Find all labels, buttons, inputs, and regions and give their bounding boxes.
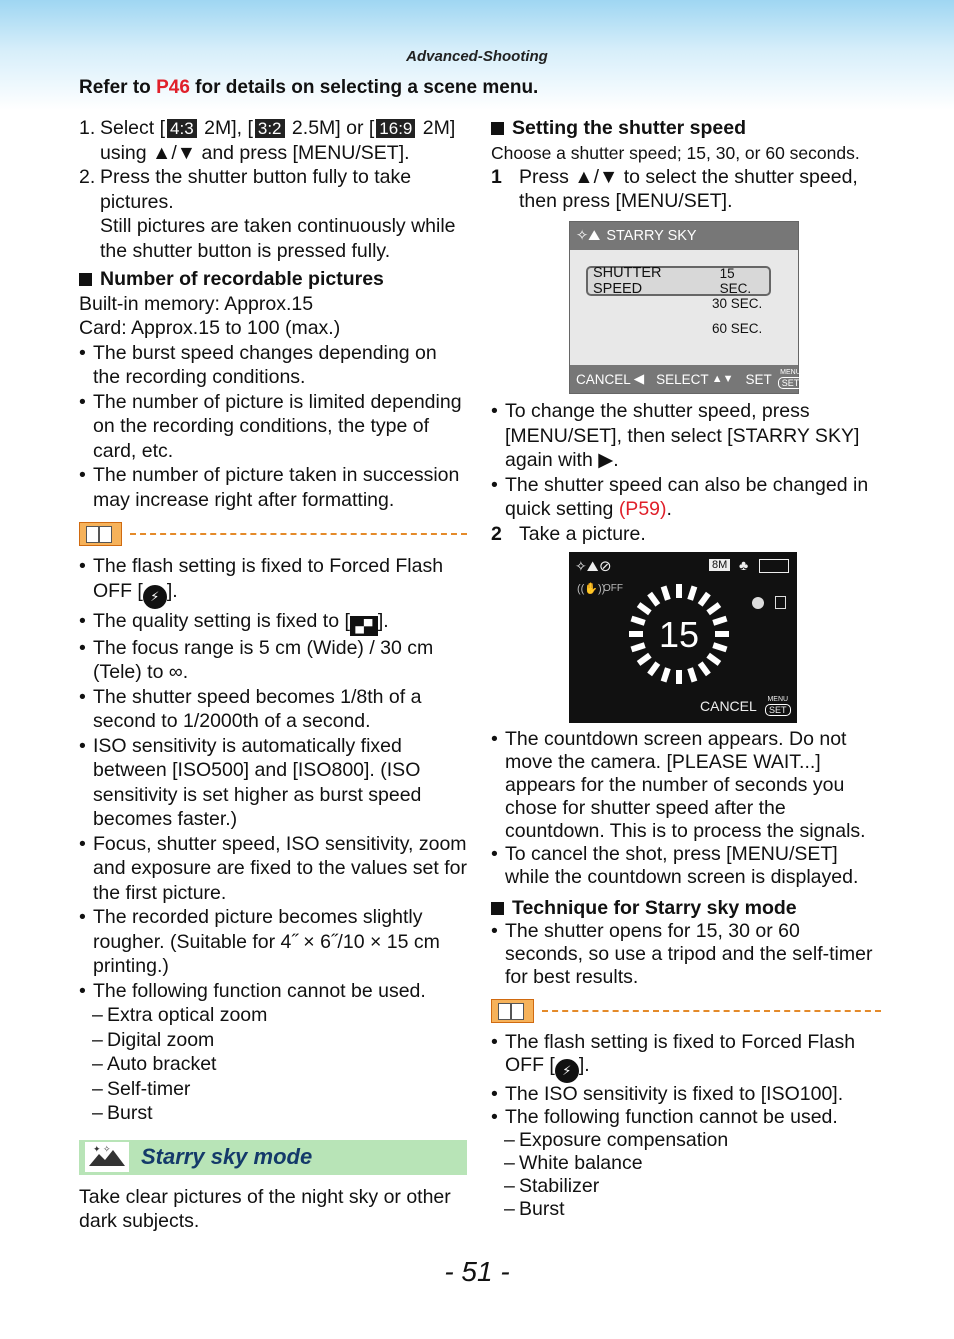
quality-text-end: ].	[377, 609, 389, 632]
countdown-tick	[647, 592, 660, 607]
countdown-tick	[661, 586, 671, 601]
list-item: • The following function cannot be used.	[79, 979, 467, 1004]
svg-text:✦ ✧: ✦ ✧	[93, 1144, 111, 1154]
mode-title-bar	[79, 1140, 467, 1175]
list-item-text: To change the shutter speed, press [MENU/SET], then select [STARRY SKY] again with ▶.	[505, 400, 860, 471]
note-book-icon	[491, 999, 534, 1023]
camera-menu-screen	[569, 221, 799, 394]
dash-item-text: White balance	[519, 1152, 643, 1174]
starry-sky-icon: ✧⛰	[576, 228, 601, 244]
dash-item: – Self-timer	[92, 1077, 191, 1100]
step-1	[491, 165, 881, 214]
flash-off-icon: ⚡	[555, 1059, 579, 1083]
right-column-lower	[491, 728, 881, 1221]
note-divider	[491, 997, 881, 1025]
list-item: • The quality setting is fixed to [ ▄▀ ].	[79, 609, 467, 636]
mode-description: Take clear pictures of the night sky or other dark subjects.	[79, 1185, 451, 1232]
dash-item: – Extra optical zoom	[92, 1004, 268, 1026]
picture-size-indicator: 8M	[709, 559, 730, 571]
list-item: • To change the shutter speed, press [MENU/SET], then select [STARRY SKY] again with ▶.	[491, 399, 881, 473]
list-item-text: The following function cannot be used.	[505, 1106, 838, 1128]
focus-indicator-icon	[752, 597, 764, 609]
list-item-text: The ISO sensitivity is fixed to [ISO100].	[505, 1083, 844, 1105]
list-item-text	[93, 554, 467, 609]
note-divider	[79, 520, 467, 548]
left-column	[79, 116, 467, 1234]
aspect-16-9-icon: 16:9	[376, 119, 415, 138]
list-item-text: The shutter speed can also be changed in quick setting (P59).	[505, 473, 869, 520]
stabilizer-off-label: OFF	[603, 583, 623, 594]
heading-text: Technique for Starry sky mode	[512, 897, 797, 919]
aspect-3-2-icon: 3:2	[255, 119, 285, 138]
menu-title-bar	[570, 222, 798, 250]
list-item-text: The number of picture taken in succession may increase right after formatting.	[93, 464, 460, 511]
list-item: • The ISO sensitivity is fixed to [ISO100].	[491, 1083, 881, 1106]
right-column	[491, 116, 881, 214]
dash-item: – Digital zoom	[92, 1028, 215, 1051]
right-column-mid	[491, 399, 881, 546]
flash-off-icon: ⚡	[143, 585, 167, 609]
countdown-tick	[661, 667, 671, 682]
list-item: • To cancel the shot, press [MENU/SET] while the countdown screen is displayed.	[491, 843, 881, 889]
step-number: 1	[491, 165, 502, 188]
dash-item: – Exposure compensation	[504, 1129, 729, 1151]
dash-item-text: Digital zoom	[107, 1028, 215, 1051]
step-1	[79, 116, 467, 165]
list-item-text: To cancel the shot, press [MENU/SET] while the countdown screen is displayed.	[505, 843, 859, 888]
dash-item: – Burst	[504, 1198, 565, 1220]
list-item-text: ISO sensitivity is automatically fixed between [ISO500] and [ISO800]. (ISO sensitivity is set higher as burst speed becomes faster.)	[93, 734, 422, 830]
note-book-icon	[79, 522, 122, 546]
countdown-screen	[569, 552, 797, 723]
square-bullet-icon	[491, 122, 504, 135]
list-item-text: The focus range is 5 cm (Wide) / 30 cm (Tele) to ∞.	[93, 636, 434, 683]
step-number: 1.	[79, 117, 96, 139]
refer-suffix: for details on selecting a scene menu.	[189, 77, 539, 98]
step-text	[100, 116, 467, 165]
step-text: Take a picture.	[519, 522, 646, 545]
countdown-tick	[698, 661, 711, 676]
dashed-line	[542, 1010, 881, 1012]
shutter-speed-option[interactable]	[586, 266, 771, 296]
list-item-text: The number of picture is limited depending on the recording conditions, the type of card, etc.	[93, 390, 462, 462]
list-item: • ISO sensitivity is automatically fixed between [ISO500] and [ISO800]. (ISO sensitivity is set higher as burst speed becomes faster.)	[79, 734, 467, 832]
list-item: • The burst speed changes depending on the recording conditions.	[79, 341, 467, 390]
countdown-tick	[647, 661, 660, 676]
step-number: 2	[491, 522, 502, 545]
step-text-c: 2M], [	[198, 117, 253, 139]
list-item: • The following function cannot be used.	[491, 1106, 881, 1129]
dash-item-text: Self-timer	[107, 1077, 191, 1100]
list-item: • The shutter speed can also be changed in quick setting (P59).	[491, 473, 881, 522]
select-label[interactable]: SELECT	[656, 371, 709, 387]
list-item: • The number of picture taken in succession may increase right after formatting.	[79, 463, 467, 512]
dashed-line	[130, 533, 467, 535]
shutter-heading	[491, 116, 881, 141]
rec-line: Built-in memory: Approx.15	[79, 292, 314, 315]
up-down-arrow-icon: ▲▼	[711, 373, 734, 385]
quality-text: The quality setting is fixed to [	[93, 609, 350, 632]
cancel-label[interactable]: CANCEL	[576, 371, 631, 387]
menu-text: MENU	[780, 369, 801, 376]
refer-line	[79, 77, 538, 99]
dash-item-text: Exposure compensation	[519, 1129, 729, 1151]
dash-item-text: Extra optical zoom	[107, 1004, 268, 1026]
list-item-text	[93, 609, 467, 636]
countdown-tick	[676, 584, 682, 598]
step-text-extra: Still pictures are taken continuously while the shutter button is pressed fully.	[100, 215, 456, 262]
countdown-tick	[687, 586, 697, 601]
square-bullet-icon	[79, 273, 92, 286]
page-number: - 51 -	[444, 1256, 510, 1287]
countdown-number: 15	[658, 614, 700, 655]
option-30-sec[interactable]: 30 SEC.	[712, 296, 763, 311]
menu-set-icon	[765, 696, 791, 716]
step-2	[79, 165, 467, 263]
list-item: • Focus, shutter speed, ISO sensitivity, zoom and exposure are fixed to the values set for the first picture.	[79, 832, 467, 904]
menu-text: MENU	[767, 696, 789, 703]
battery-icon	[759, 559, 789, 573]
countdown-tick	[687, 667, 697, 682]
step-text	[100, 165, 467, 263]
flash-off-icon: ⊘	[599, 558, 612, 575]
dash-item: – White balance	[504, 1152, 643, 1174]
card-icon	[775, 596, 786, 609]
page-link-p46[interactable]: P46	[156, 77, 190, 98]
step-text-a: Select [	[100, 117, 166, 139]
flash-text: The flash setting is fixed to Forced Flash OFF [	[505, 1031, 856, 1076]
step-number: 2.	[79, 166, 96, 188]
list-item-text: The following function cannot be used.	[93, 979, 426, 1002]
list-item-text: The shutter opens for 15, 30 or 60 seconds, so use a tripod and the self-timer for best results.	[505, 920, 873, 988]
refer-prefix: Refer to	[79, 77, 157, 98]
section-header: Advanced-Shooting	[406, 48, 548, 65]
flash-text-end: ].	[578, 1054, 590, 1076]
list-item-text: The burst speed changes depending on the recording conditions.	[93, 341, 437, 388]
list-item: • The flash setting is fixed to Forced Flash OFF [ ⚡ ].	[79, 554, 467, 609]
list-item-text: Focus, shutter speed, ISO sensitivity, zoom and exposure are fixed to the values set for the first picture.	[93, 832, 467, 904]
list-item: • The shutter opens for 15, 30 or 60 seconds, so use a tripod and the self-timer for best results.	[491, 920, 881, 989]
aspect-4-3-icon: 4:3	[167, 119, 197, 138]
shutter-subtitle: Choose a shutter speed; 15, 30, or 60 seconds.	[491, 142, 860, 163]
flash-text: The flash setting is fixed to Forced Flash OFF [	[93, 555, 444, 602]
countdown-tick	[698, 592, 711, 607]
list-item: • The countdown screen appears. Do not move the camera. [PLEASE WAIT...] appears for the number of seconds you chose for shutter speed after the countdown. This is to process the signals.	[491, 728, 881, 843]
set-text: SET	[765, 704, 791, 716]
step-text: Press ▲/▼ to select the shutter speed, then press [MENU/SET].	[519, 165, 858, 212]
list-item-text	[505, 1031, 881, 1083]
heading-text: Setting the shutter speed	[512, 117, 747, 139]
option-60-sec[interactable]: 60 SEC.	[712, 321, 763, 336]
page-link-p59[interactable]: (P59)	[618, 498, 667, 520]
dash-item: – Auto bracket	[92, 1053, 217, 1075]
dash-item: – Stabilizer	[504, 1175, 600, 1197]
list-item: • The focus range is 5 cm (Wide) / 30 cm (Tele) to ∞.	[79, 636, 467, 685]
dash-item-text: Stabilizer	[519, 1175, 600, 1197]
menu-title: STARRY SKY	[606, 228, 697, 244]
list-item-text: The recorded picture becomes slightly rougher. (Suitable for 4˝ × 6˝/10 × 15 cm printing.)	[93, 906, 440, 977]
set-text: SET	[778, 377, 804, 389]
quality-standard-icon: ▄▀	[350, 616, 378, 636]
stabilizer-icon: ((✋))	[577, 583, 606, 595]
list-item: • The flash setting is fixed to Forced Flash OFF [ ⚡ ].	[491, 1031, 881, 1083]
mode-title: Starry sky mode	[141, 1143, 313, 1169]
dash-item-text: Auto bracket	[107, 1053, 217, 1075]
dash-item-text: Burst	[107, 1102, 153, 1124]
rec-line: Card: Approx.15 to 100 (max.)	[79, 317, 341, 339]
countdown-tick	[676, 670, 682, 684]
step-text-e: 2M] using ▲/▼ and press [MENU/SET].	[100, 117, 456, 164]
list-item: • The shutter speed becomes 1/8th of a second to 1/2000th of a second.	[79, 685, 467, 734]
option-selected-value: 15 SEC.	[719, 266, 752, 296]
dash-item-text: Burst	[519, 1198, 565, 1220]
list-item-text: The shutter speed becomes 1/8th of a second to 1/2000th of a second.	[93, 685, 422, 732]
list-item: • The recorded picture becomes slightly rougher. (Suitable for 4˝ × 6˝/10 × 15 cm printing.)	[79, 905, 467, 979]
recordable-heading	[79, 267, 467, 292]
heading-text: Number of recordable pictures	[100, 268, 384, 290]
set-label[interactable]: SET	[745, 371, 772, 387]
technique-heading	[491, 897, 881, 920]
menu-set-icon	[778, 369, 804, 389]
starry-sky-icon	[85, 1142, 129, 1172]
quick-setting-text: The shutter speed can also be changed in quick setting	[505, 473, 869, 520]
menu-footer	[570, 365, 801, 393]
dash-item: – Burst	[92, 1102, 153, 1124]
step-text-main: Press the shutter button fully to take pictures.	[100, 166, 412, 213]
option-label: SHUTTER SPEED	[593, 265, 662, 297]
starry-sky-icon: ✧⛰	[575, 558, 599, 574]
list-item-text: The countdown screen appears. Do not move the camera. [PLEASE WAIT...] appears for the number of seconds you chose for shutter speed after the countdown. This is to process the signals.	[505, 728, 866, 842]
flash-text-end: ].	[166, 579, 178, 602]
step-2	[491, 522, 881, 547]
left-arrow-icon: ◀	[633, 371, 645, 386]
quality-icon: ♣	[739, 557, 749, 573]
list-item: • The number of picture is limited depending on the recording conditions, the type of card, etc.	[79, 390, 467, 464]
step-text-d: 2.5M] or [	[286, 117, 375, 139]
square-bullet-icon	[491, 902, 504, 915]
cancel-label[interactable]: CANCEL	[700, 698, 757, 714]
